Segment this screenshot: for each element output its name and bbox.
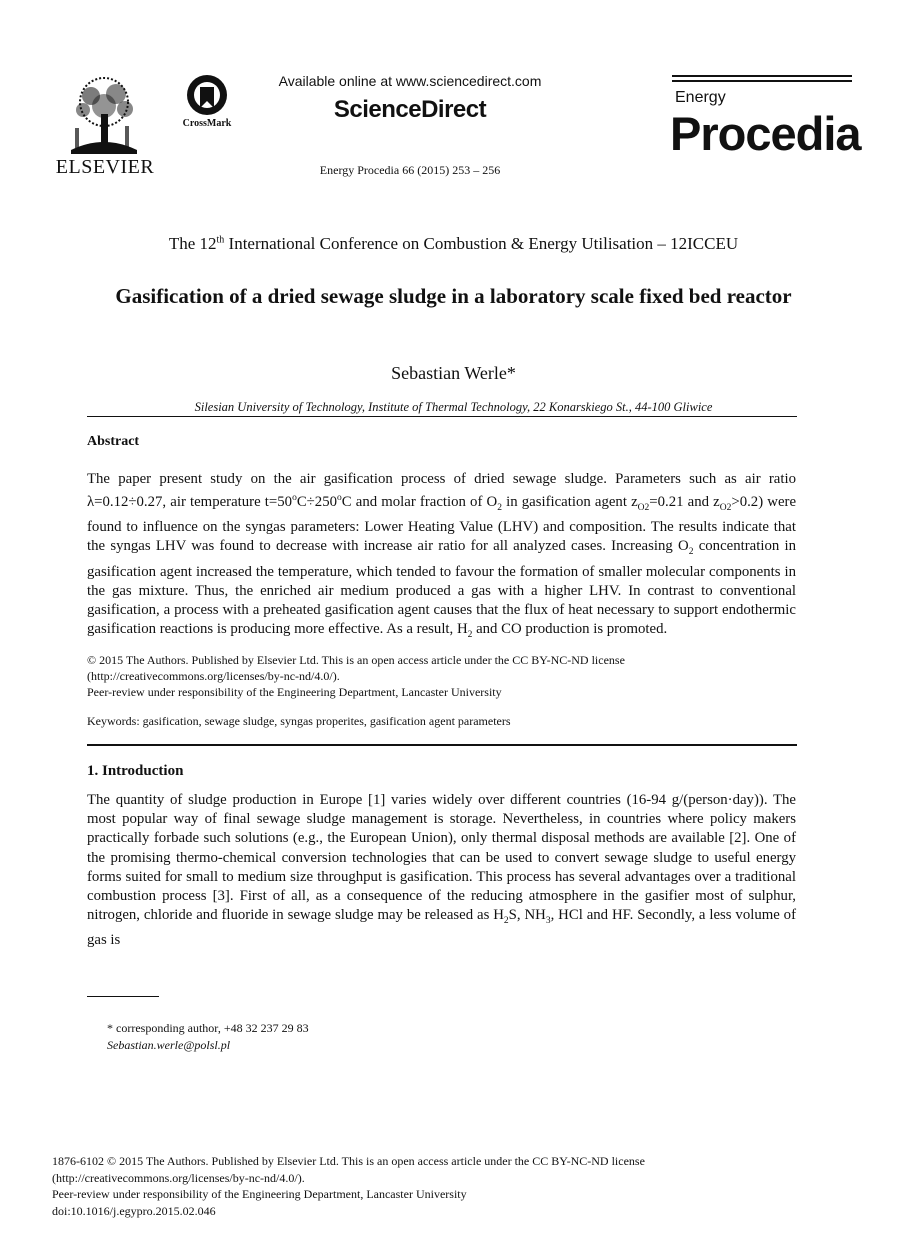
procedia-logo: Procedia bbox=[670, 107, 861, 160]
footnote-divider bbox=[87, 996, 159, 997]
footer-info: 1876-6102 © 2015 The Authors. Published by Elsevier Ltd. This is an open access article under the CC BY-NC-ND license (http://creativecommons.org/licenses/by-nc-nd/4.0/). Peer-review under responsibility of the Engineering Department, Lancaster University doi:10.1016/j.egypro.2015.02.046 bbox=[52, 1154, 645, 1218]
abstract-heading: Abstract bbox=[87, 434, 140, 449]
doi[interactable]: doi:10.1016/j.egypro.2015.02.046 bbox=[52, 1203, 216, 1218]
author-email[interactable]: Sebastian.werle@polsl.pl bbox=[107, 1038, 231, 1052]
keywords: Keywords: gasification, sewage sludge, syngas properites, gasification agent parameters bbox=[87, 714, 511, 728]
introduction-text: The quantity of sludge production in Europe [1] varies widely over different countries (16-94 g/(person·day)). The most popular way of final sewage sludge management is storage. Nevertheless, in countries where policy makers practically forbade such solutions (e.g., the European Union), only thermal disposal methods are available [2]. One of the promising thermo-chemical conversion technologies that can be used to convert sewage sludge to useful energy forms suited for small to medium size throughput is gasification. This process has several advantages over a traditional combustion process [3]. First of all, as a consequence of the reducing atmosphere in the gasifier most of sulphur, nitrogen, chloride and fluoride in sewage sludge may be released as $H_2S$, $NH_3$, HCl and HF. Secondly, a less volume of gas is bbox=[87, 792, 797, 949]
crossmark-label: CrossMark bbox=[182, 118, 232, 129]
abstract-divider bbox=[87, 744, 797, 746]
license-link[interactable]: (http://creativecommons.org/licenses/by-nc-nd/4.0/). bbox=[87, 669, 340, 683]
footer-license-link[interactable]: (http://creativecommons.org/licenses/by-nc-nd/4.0/). bbox=[52, 1170, 305, 1185]
crossmark-icon bbox=[176, 74, 238, 118]
copyright-notice: © 2015 The Authors. Published by Elsevier Ltd. This is an open access article under the CC BY-NC-ND license (http://creativecommons.org/licenses/by-nc-nd/4.0/). Peer-review under responsibility of the Engineering Department, Lancaster University bbox=[87, 652, 796, 700]
sciencedirect-logo[interactable]: ScienceDirect bbox=[333, 96, 487, 123]
procedia-energy-label: Energy bbox=[675, 89, 726, 106]
header-divider bbox=[87, 416, 797, 417]
author-name: Sebastian Werle* bbox=[391, 363, 516, 383]
conference-line: The 12th International Conference on Combustion & Energy Utilisation – 12ICCEU bbox=[168, 234, 739, 253]
elsevier-tree-icon bbox=[61, 76, 147, 154]
available-online: Available online at www.sciencedirect.com bbox=[278, 73, 542, 89]
crossmark-badge[interactable] bbox=[176, 74, 238, 134]
journal-reference: Energy Procedia 66 (2015) 253 – 256 bbox=[319, 163, 501, 177]
corresponding-author: * corresponding author, +48 32 237 29 83 bbox=[107, 1021, 309, 1035]
publisher-name: ELSEVIER bbox=[55, 156, 155, 178]
elsevier-logo bbox=[55, 72, 155, 180]
article-title: Gasification of a dried sewage sludge in a laboratory scale fixed bed reactor bbox=[115, 284, 792, 308]
abstract-text: The paper present study on the air gasification process of dried sewage sludge. Parameters such as air ratio λ=0.12÷0.27, air temperature $t=50^oC\div 250^oC$ and molar fraction of $O_2$ in gasification agent $z_{O2}=0.21$ and $z_{O2}>0.2$) were found to influence on the syngas parameters: Lower Heating Value (LHV) and composition. The results indicate that the syngas LHV was found to decrease with increase air ratio for all analyzed cases. Increasing $O_2$ concentration in gasification agent increased the temperature, which tended to favour the formation of smaller molecular components in the gas mixture. Thus, the enriched air medium produced a gas with a higher LHV. In contrast to conventional gasification, a process with a preheated gasification agent causes that the flux of heat necessary to support endothermic gasification reactions is producing more effective. As a result, $H_2$ and CO production is promoted. bbox=[87, 471, 797, 641]
author-affiliation: Silesian University of Technology, Institute of Thermal Technology, 22 Konarskiego St., 44-100 Gliwice bbox=[194, 400, 713, 414]
introduction-heading: 1. Introduction bbox=[87, 763, 184, 779]
